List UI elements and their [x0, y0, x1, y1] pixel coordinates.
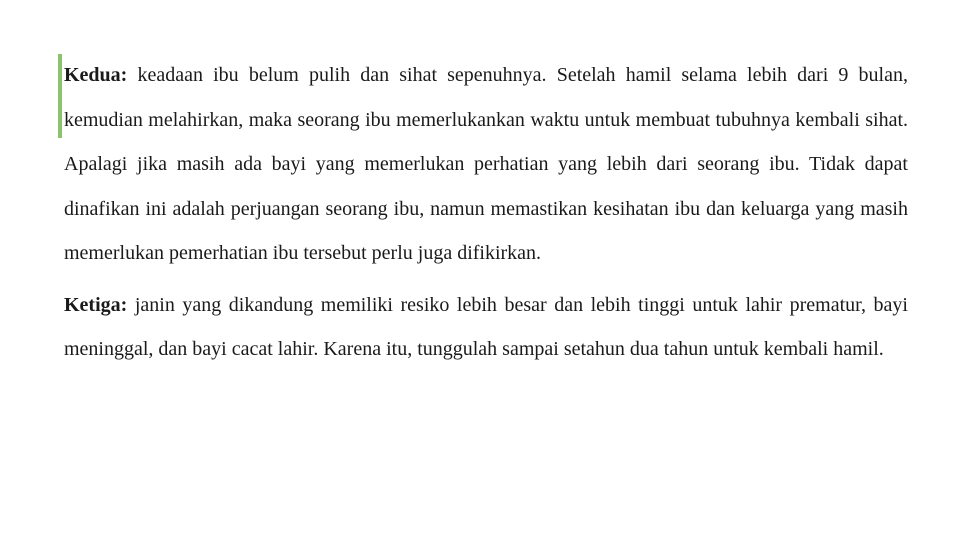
- text-content: [64, 53, 908, 372]
- term-kedua: Kedua:: [64, 64, 128, 86]
- term-ketiga: Ketiga:: [64, 293, 128, 316]
- accent-bar: [58, 54, 62, 138]
- paragraph-ketiga: [64, 283, 908, 372]
- text-kedua: keadaan ibu belum pulih dan sihat sepenuhnya. Setelah hamil selama lebih dari 9 bulan, kemudian melahirkan, maka seorang ibu memerlukankan waktu untuk membuat tubuhnya kembali sihat. Apalagi jika masih ada bayi yang memerlukan perhatian yang lebih dari seorang ibu. Tidak dapat dinafikan ini adalah perjuangan seorang ibu, namun memastikan kesihatan ibu dan keluarga yang masih memerlukan pemerhatian ibu tersebut perlu juga difikirkan.: [64, 64, 908, 264]
- paragraph-kedua: [64, 53, 908, 276]
- text-ketiga: janin yang dikandung memiliki resiko lebih besar dan lebih tinggi untuk lahir prematur, bayi meninggal, dan bayi cacat lahir. Karena itu, tunggulah sampai setahun dua tahun untuk kembali hamil.: [64, 293, 908, 360]
